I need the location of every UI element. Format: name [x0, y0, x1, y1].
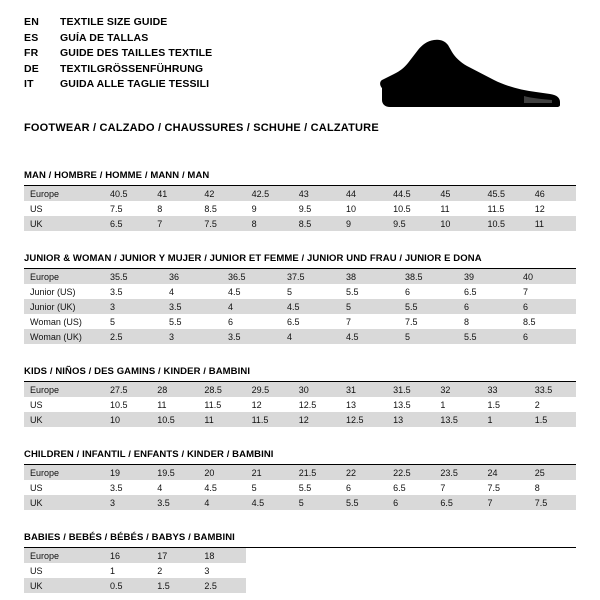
size-cell: 7.5 [487, 482, 501, 493]
row-label: Woman (UK) [24, 329, 104, 344]
empty-cell [529, 563, 576, 578]
size-cell: 1 [440, 399, 446, 410]
size-cell: 19.5 [151, 465, 198, 480]
size-cell: 11.5 [204, 399, 222, 410]
empty-cell [293, 548, 340, 563]
empty-cell [482, 563, 529, 578]
empty-cell [387, 548, 434, 563]
size-cell: 43 [293, 186, 340, 201]
size-cell: 13 [387, 412, 434, 427]
size-table-babies [24, 548, 576, 593]
size-cell: 9.5 [387, 216, 434, 231]
size-cell: 10 [434, 216, 481, 231]
size-cell: 4 [222, 299, 281, 314]
language-title: GUÍA DE TALLAS [60, 31, 149, 44]
row-label: Europe [24, 465, 104, 480]
size-cell: 4.5 [281, 299, 340, 314]
size-cell: 36 [163, 269, 222, 284]
row-label: US [30, 203, 43, 214]
dress-shoe-icon [374, 36, 564, 108]
size-cell: 1.5 [529, 412, 576, 427]
size-cell: 1 [110, 565, 116, 576]
language-title: TEXTILE SIZE GUIDE [60, 16, 168, 28]
row-label: UK [24, 412, 104, 427]
size-cell: 24 [482, 465, 529, 480]
empty-cell [246, 548, 293, 563]
size-cell: 10.5 [110, 399, 128, 410]
empty-cell [340, 563, 387, 578]
row-label: Junior (UK) [24, 299, 104, 314]
table-row [24, 216, 576, 231]
table-row [24, 269, 576, 284]
size-cell: 7.5 [529, 495, 576, 510]
empty-cell [340, 578, 387, 593]
table-row [24, 548, 576, 563]
size-cell: 5.5 [340, 495, 387, 510]
language-row [24, 16, 576, 32]
size-cell: 11.5 [487, 203, 505, 214]
size-cell: 6.5 [287, 316, 300, 327]
empty-cell [340, 548, 387, 563]
size-cell: 12 [293, 412, 340, 427]
empty-cell [387, 563, 434, 578]
size-cell: 13.5 [434, 412, 481, 427]
table-row [24, 495, 576, 510]
row-label: Europe [24, 548, 104, 563]
size-cell: 12 [251, 399, 262, 410]
table-row [24, 465, 576, 480]
document-header [24, 16, 576, 108]
size-cell: 11 [157, 399, 167, 410]
size-cell: 11 [198, 412, 245, 427]
size-cell: 8.5 [293, 216, 340, 231]
empty-cell [529, 578, 576, 593]
size-cell: 7 [523, 286, 529, 297]
size-cell: 42 [198, 186, 245, 201]
language-code: FR [24, 47, 39, 59]
empty-cell [387, 578, 434, 593]
size-cell: 44 [340, 186, 387, 201]
size-cell: 13 [345, 399, 356, 410]
empty-cell [434, 563, 481, 578]
row-label: Woman (US) [30, 316, 82, 327]
size-cell: 4.5 [340, 329, 399, 344]
size-cell: 4 [157, 482, 163, 493]
size-cell: 41 [151, 186, 198, 201]
size-cell: 10.5 [393, 203, 411, 214]
size-cell: 42.5 [246, 186, 293, 201]
size-cell: 6 [517, 329, 576, 344]
size-group-junior-woman [24, 253, 576, 344]
empty-cell [434, 548, 481, 563]
group-title: JUNIOR & WOMAN / JUNIOR Y MUJER / JUNIOR ET FEMME / JUNIOR UND FRAU / JUNIOR E DONA [24, 253, 576, 269]
row-label: US [30, 565, 43, 576]
row-label: US [30, 482, 43, 493]
table-row [24, 201, 576, 216]
size-cell: 10.5 [482, 216, 529, 231]
size-cell: 21.5 [293, 465, 340, 480]
size-cell: 7 [440, 482, 446, 493]
size-cell: 4.5 [228, 286, 241, 297]
size-cell: 8 [246, 216, 293, 231]
size-cell: 5.5 [399, 299, 458, 314]
row-label: UK [24, 495, 104, 510]
row-label: US [30, 399, 43, 410]
size-cell: 11 [440, 203, 450, 214]
size-cell: 36.5 [222, 269, 281, 284]
size-cell: 1.5 [151, 578, 198, 593]
table-row [24, 578, 576, 593]
table-row [24, 186, 576, 201]
empty-cell [434, 578, 481, 593]
size-cell: 8.5 [523, 316, 536, 327]
size-cell: 2.5 [198, 578, 245, 593]
size-cell: 10 [345, 203, 356, 214]
size-cell: 7.5 [110, 203, 123, 214]
group-title: BABIES / BEBÉS / BÉBÉS / BABYS / BAMBINI [24, 532, 576, 548]
size-cell: 7 [346, 316, 352, 327]
language-code: ES [24, 31, 39, 44]
size-cell: 9 [340, 216, 387, 231]
size-cell: 6.5 [393, 482, 406, 493]
size-table-kids [24, 382, 576, 427]
size-cell: 37.5 [281, 269, 340, 284]
size-cell: 10 [104, 412, 151, 427]
size-cell: 0.5 [104, 578, 151, 593]
empty-cell [482, 578, 529, 593]
size-cell: 11 [529, 216, 576, 231]
size-cell: 13.5 [393, 399, 411, 410]
table-row [24, 412, 576, 427]
size-cell: 40 [517, 269, 576, 284]
language-title: GUIDA ALLE TAGLIE TESSILI [60, 78, 210, 90]
size-cell: 3 [163, 329, 222, 344]
language-title: GUIDE DES TAILLES TEXTILE [60, 47, 213, 59]
size-cell: 6 [517, 299, 576, 314]
size-cell: 38.5 [399, 269, 458, 284]
table-row [24, 314, 576, 329]
row-label: Europe [24, 186, 104, 201]
size-cell: 4 [281, 329, 340, 344]
size-cell: 12 [534, 203, 545, 214]
size-cell: 6 [345, 482, 351, 493]
table-row [24, 382, 576, 397]
group-title: KIDS / NIÑOS / DES GAMINS / KINDER / BAMBINI [24, 366, 576, 382]
size-cell: 30 [293, 382, 340, 397]
size-cell: 6 [458, 299, 517, 314]
size-cell: 8 [157, 203, 163, 214]
size-cell: 21 [246, 465, 293, 480]
size-cell: 4 [169, 286, 175, 297]
size-cell: 1.5 [487, 399, 501, 410]
size-cell: 45 [434, 186, 481, 201]
size-cell: 5.5 [346, 286, 359, 297]
size-table-children [24, 465, 576, 510]
size-cell: 2 [157, 565, 163, 576]
size-cell: 44.5 [387, 186, 434, 201]
row-label: Junior (US) [30, 286, 76, 297]
size-cell: 6.5 [434, 495, 481, 510]
size-cell: 20 [198, 465, 245, 480]
language-title: TEXTILGRÖSSENFÜHRUNG [60, 62, 204, 75]
size-cell: 3.5 [163, 299, 222, 314]
size-cell: 3 [104, 495, 151, 510]
size-cell: 6 [387, 495, 434, 510]
size-cell: 5 [287, 286, 293, 297]
language-code: EN [24, 16, 39, 28]
size-cell: 18 [198, 548, 245, 563]
size-cell: 6 [228, 316, 234, 327]
size-cell: 3.5 [110, 286, 123, 297]
size-cell: 5.5 [298, 482, 312, 493]
size-group-babies [24, 532, 576, 593]
size-cell: 12.5 [298, 399, 317, 410]
size-cell: 28.5 [198, 382, 245, 397]
size-cell: 1 [482, 412, 529, 427]
table-row [24, 284, 576, 299]
empty-cell [293, 563, 340, 578]
empty-cell [482, 548, 529, 563]
size-cell: 45.5 [482, 186, 529, 201]
size-cell: 3 [204, 565, 210, 576]
size-cell: 4 [198, 495, 245, 510]
size-cell: 28 [151, 382, 198, 397]
size-cell: 16 [104, 548, 151, 563]
empty-cell [246, 563, 293, 578]
size-cell: 25 [529, 465, 576, 480]
size-cell: 5 [110, 316, 116, 327]
size-cell: 2.5 [104, 329, 163, 344]
table-row [24, 397, 576, 412]
row-label: UK [24, 216, 104, 231]
size-cell: 3.5 [151, 495, 198, 510]
row-label: Europe [24, 269, 104, 284]
size-cell: 5 [251, 482, 257, 493]
size-cell: 27.5 [104, 382, 151, 397]
size-table-junior-woman [24, 269, 576, 344]
size-table-man [24, 186, 576, 231]
size-cell: 8 [534, 482, 540, 493]
size-cell: 2 [534, 399, 540, 410]
size-cell: 3.5 [110, 482, 123, 493]
page-title: FOOTWEAR / CALZADO / CHAUSSURES / SCHUHE / CALZATURE [24, 122, 379, 134]
size-cell: 5.5 [458, 329, 517, 344]
row-label: Europe [24, 382, 104, 397]
size-cell: 8 [464, 316, 470, 327]
size-cell: 33.5 [529, 382, 576, 397]
size-cell: 11.5 [246, 412, 293, 427]
language-code: IT [24, 78, 34, 90]
size-cell: 9.5 [298, 203, 312, 214]
group-title: MAN / HOMBRE / HOMME / MANN / MAN [24, 170, 576, 186]
size-cell: 23.5 [434, 465, 481, 480]
size-cell: 5 [293, 495, 340, 510]
size-cell: 5 [399, 329, 458, 344]
size-cell: 12.5 [340, 412, 387, 427]
size-cell: 31.5 [387, 382, 434, 397]
size-group-kids [24, 366, 576, 427]
size-cell: 22 [340, 465, 387, 480]
size-cell: 19 [104, 465, 151, 480]
size-cell: 7.5 [405, 316, 418, 327]
size-cell: 35.5 [104, 269, 163, 284]
size-cell: 4.5 [246, 495, 293, 510]
empty-cell [293, 578, 340, 593]
size-group-children [24, 449, 576, 510]
size-cell: 17 [151, 548, 198, 563]
size-cell: 9 [251, 203, 257, 214]
size-group-man [24, 170, 576, 231]
size-cell: 22.5 [387, 465, 434, 480]
table-row [24, 480, 576, 495]
table-row [24, 563, 576, 578]
size-cell: 6.5 [464, 286, 477, 297]
size-cell: 46 [529, 186, 576, 201]
row-label: UK [24, 578, 104, 593]
size-cell: 3 [104, 299, 163, 314]
size-cell: 7 [482, 495, 529, 510]
size-cell: 38 [340, 269, 399, 284]
size-cell: 4.5 [204, 482, 217, 493]
size-cell: 29.5 [246, 382, 293, 397]
language-code: DE [24, 62, 39, 75]
table-row [24, 329, 576, 344]
size-cell: 5.5 [169, 316, 182, 327]
size-cell: 10.5 [151, 412, 198, 427]
size-cell: 8.5 [204, 203, 217, 214]
size-cell: 33 [482, 382, 529, 397]
group-title: CHILDREN / INFANTIL / ENFANTS / KINDER / BAMBINI [24, 449, 576, 465]
size-cell: 6 [405, 286, 411, 297]
size-cell: 32 [434, 382, 481, 397]
size-cell: 39 [458, 269, 517, 284]
size-cell: 5 [340, 299, 399, 314]
empty-cell [529, 548, 576, 563]
size-cell: 7 [151, 216, 198, 231]
size-cell: 7.5 [198, 216, 245, 231]
size-cell: 3.5 [222, 329, 281, 344]
empty-cell [246, 578, 293, 593]
table-row [24, 299, 576, 314]
size-cell: 6.5 [104, 216, 151, 231]
size-cell: 40.5 [104, 186, 151, 201]
size-cell: 31 [340, 382, 387, 397]
